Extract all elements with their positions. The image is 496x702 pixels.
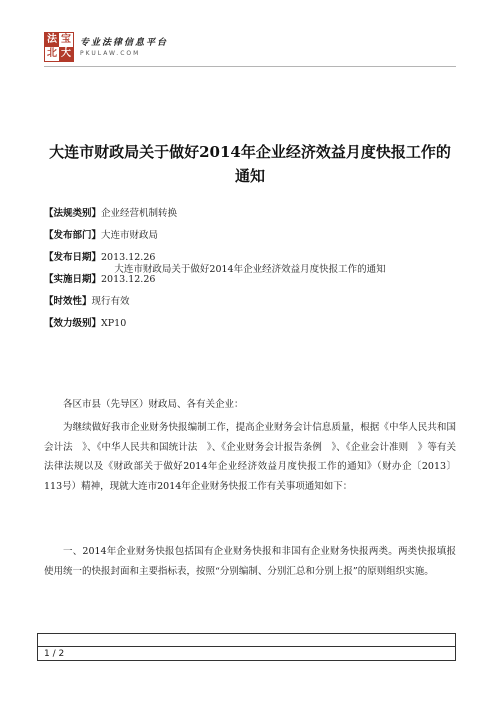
meta-key: 【实施日期】 [44, 274, 102, 285]
page-number: 1 / 2 [44, 649, 65, 659]
meta-key: 【发布部门】 [44, 230, 102, 241]
site-header [44, 31, 168, 63]
logo-tagline: 专业法律信息平台 [80, 37, 169, 48]
body-paragraph: 一、2014年企业财务快报包括国有企业财务快报和非国有企业财务快报两类。两类快报填报使用统一的快报封面和主要指标表，按照“分别编制、分别汇总和分别上报”的原则组织实施。 [44, 546, 456, 577]
meta-row-category [44, 203, 456, 225]
document-title: 大连市财政局关于做好2014年企业经济效益月度快报工作的通知 [49, 143, 451, 185]
meta-value: 企业经营机制转换 [101, 208, 178, 219]
meta-value: 现行有效 [91, 296, 130, 307]
meta-row-validity [44, 291, 456, 313]
pkulaw-logo-seal [44, 32, 74, 62]
meta-row-level [44, 313, 456, 335]
document-subtitle: 大连市财政局关于做好2014年企业经济效益月度快报工作的通知 [114, 264, 386, 275]
meta-value: XP10 [101, 318, 127, 329]
meta-row-issuer [44, 225, 456, 247]
meta-key: 【时效性】 [44, 296, 92, 307]
meta-key: 【效力级别】 [44, 318, 102, 329]
meta-key: 【法规类别】 [44, 208, 102, 219]
meta-value: 2013.12.26 [101, 274, 156, 285]
header-divider [44, 66, 456, 67]
meta-value: 大连市财政局 [101, 230, 159, 241]
logo-char: 大 [61, 48, 71, 59]
logo-wordmark [80, 37, 168, 58]
logo-char: 北 [47, 48, 57, 59]
logo-char: 法 [47, 34, 57, 45]
salutation: 各区市县（先导区）财政局、各有关企业： [63, 399, 244, 410]
logo-char: 宝 [61, 34, 71, 45]
body-paragraph: 为继续做好我市企业财务快报编制工作，提高企业财务会计信息质量，根据《中华人民共和国会计法 》、《中华人民共和国统计法 》、《企业财务会计报告条例 》、《企业会计准则 》等有关法律法规以及《财政部关于做好2014年企业经济效益月度快报工作的通知》（财办企〔2013〕113号）精神，现就大连市2014年企业财务快报工作有关事项通知如下： [44, 422, 456, 492]
logo-url: PKULAW.COM [80, 49, 141, 57]
meta-key: 【发布日期】 [44, 252, 102, 263]
page-footer [37, 633, 456, 661]
meta-value: 2013.12.26 [101, 252, 156, 263]
footer-divider [38, 646, 455, 647]
